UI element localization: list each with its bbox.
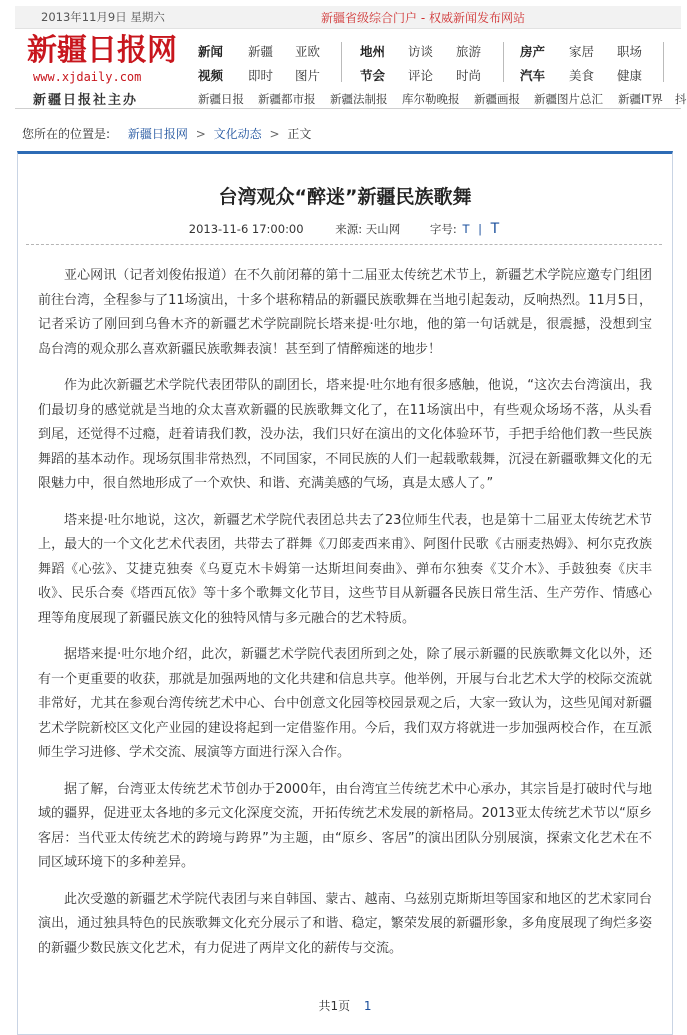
article-paragraph: 作为此次新疆艺术学院代表团带队的副团长，塔来提·吐尔地有很多感触，他说，“这次去台湾演出，我们最切身的感觉就是当地的众太喜欢新疆的民族歌舞文化了，在11场演出中，有些观众场场不落，从头看到尾，还觉得不过瘾，赶着请我们教，没办法，我们只好在演出的文化体验环节，手把手给他们教一些民族舞蹈的基本动作。现场氛围非常热烈，不同国家，不同民族的人们一起载歌载舞，沉浸在新疆歌舞文化的无限魅力中，很自然地形成了一个欢快、和谐、充满美感的气场，真是太感人了。” [38,378,652,491]
nav-divider [503,42,504,82]
current-date: 2013年11月9日 星期六 [41,10,165,24]
article-paragraph: 亚心网讯（记者刘俊佑报道）在不久前闭幕的第十二届亚太传统艺术节上，新疆艺术学院应邀专门组团前往台湾，全程参与了11场演出，十多个堪称精品的新疆民族歌舞在当地引起轰动，反响热烈。11月5日，记者采访了刚回到乌鲁木齐的新疆艺术学院副院长塔来提·吐尔地，他的第一句话就是，很震撼，没想到宝岛台湾的观众那么喜欢新疆民族歌舞表演！甚至到了情醉痴迷的地步！ [38,268,652,357]
font-small-button[interactable]: T [462,222,470,236]
logo-name: 新疆日报网 [27,33,177,68]
font-large-button[interactable]: T [490,221,500,237]
top-info-bar [15,6,681,29]
breadcrumb-home[interactable]: 新疆日报网 [127,127,188,141]
subnav-item[interactable]: 库尔勒晚报 [402,92,460,106]
breadcrumb-separator: > [195,127,206,141]
subnav-item[interactable]: 新疆日报 [198,92,244,106]
nav-food[interactable]: 美食 [569,68,595,83]
article-body [38,264,652,973]
subnav-item[interactable]: 新疆图片总汇 [534,92,603,106]
article-title: 台湾观众“醉迷”新疆民族歌舞 [218,186,472,208]
nav-interviews[interactable]: 访谈 [408,44,434,59]
nav-divider [341,42,342,82]
nav-xinjiang[interactable]: 新疆 [248,44,274,59]
article-paragraph: 据塔来提·吐尔地介绍，此次，新疆艺术学院代表团所到之处，除了展示新疆的民族歌舞文化以外，还有一个更重要的收获，那就是加强两地的文化共建和信息共享。他举例，开展与台北艺术大学的校际交流就非常好，尤其在参观台湾传统艺术中心、台中创意文化园等校园景观之后，大家一致认为，这些见闻对新疆艺术学院新校区文化产业园的建设将起到一定借鉴作用。今后，我们双方将就进一步加强两校合作，在互派师生学习进修、学术交流、展演等方面进行深入合作。 [38,647,652,760]
nav-asia-europe[interactable]: 亚欧 [295,44,321,59]
font-size-separator: | [478,222,483,236]
logo-url: www.xjdaily.com [33,70,142,84]
subnav-item[interactable]: 新疆法制报 [330,92,388,106]
nav-real-estate[interactable]: 房产 [520,44,546,59]
nav-pictures[interactable]: 图片 [295,68,321,83]
article-meta [18,221,672,237]
nav-news[interactable]: 新闻 [198,44,224,59]
nav-comments[interactable]: 评论 [408,68,434,83]
logo-org: 新疆日报社主办 [33,93,139,108]
subnav-item[interactable]: 新疆IT界 [618,92,663,106]
article-source: 天山网 [365,222,401,236]
breadcrumb-current: 正文 [287,127,312,141]
breadcrumb [22,125,311,142]
nav-instant[interactable]: 即时 [248,68,274,83]
pagination [18,997,672,1014]
page-total: 共1页 [318,999,351,1013]
nav-travel[interactable]: 旅游 [456,44,482,59]
subnav-item[interactable]: 抖 [675,92,687,106]
nav-prefectures[interactable]: 地州 [360,44,386,59]
font-size-label: 字号: [429,222,457,236]
nav-video[interactable]: 视频 [198,68,224,83]
breadcrumb-separator: > [269,127,280,141]
nav-health[interactable]: 健康 [617,68,643,83]
article-panel [17,151,673,1035]
nav-career[interactable]: 职场 [617,44,643,59]
sub-nav [187,88,687,108]
page-number-link[interactable]: 1 [363,999,372,1013]
article-paragraph: 此次受邀的新疆艺术学院代表团与来自韩国、蒙古、越南、乌兹别克斯斯坦等国家和地区的艺术家同台演出，通过独具特色的民族歌舞文化充分展示了和谐、稳定，繁荣发展的新疆形象，多角度展现了绚烂多姿的新疆少数民族文化艺术，有力促进了两岸文化的薪传与交流。 [38,891,652,956]
article-paragraph: 据了解，台湾亚太传统艺术节创办于2000年，由台湾宜兰传统艺术中心承办，其宗旨是打破时代与地域的疆界，促进亚太各地的多元文化深度交流，开拓传统艺术发展的新格局。2013亚太传统艺术节以“原乡客居：当代亚太传统艺术的跨境与跨界”为主题，由“原乡、客居”的演出团队分别展演，探索文化艺术在不同区域环境下的多种差异。 [38,781,652,870]
article-datetime: 2013-11-6 17:00:00 [188,222,304,236]
breadcrumb-label: 您所在的位置是: [22,127,111,141]
article-paragraph: 塔来提·吐尔地说，这次，新疆艺术学院代表团总共去了23位师生代表，也是第十二届亚太传统艺术节上，最大的一个文化艺术代表团，共带去了群舞《刀郎麦西来甫》、阿图什民歌《古丽麦热姆》、柯尔克孜族舞蹈《心弦》、艾捷克独奏《乌夏克木卡姆第一达斯坦间奏曲》、弹布尔独奏《艾介木》、手鼓独奏《庆丰收》、民乐合奏《塔西瓦依》等十多个歌舞文化节目，这些节目从新疆各民族日常生活、生产劳作、情感心理等角度展现了新疆民族文化的独特风情与多元融合的艺术特质。 [38,512,652,626]
meta-divider [26,244,662,246]
nav-divider [663,42,664,82]
header-divider [15,108,681,109]
site-slogan: 新疆省级综合门户 - 权威新闻发布网站 [321,11,525,25]
source-label: 来源: [335,222,363,236]
nav-auto[interactable]: 汽车 [520,68,546,83]
subnav-item[interactable]: 新疆都市报 [258,92,316,106]
subnav-item[interactable]: 新疆画报 [474,92,520,106]
nav-fashion[interactable]: 时尚 [456,68,482,83]
nav-home[interactable]: 家居 [569,44,595,59]
breadcrumb-category[interactable]: 文化动态 [213,127,262,141]
nav-festivals[interactable]: 节会 [360,68,386,83]
